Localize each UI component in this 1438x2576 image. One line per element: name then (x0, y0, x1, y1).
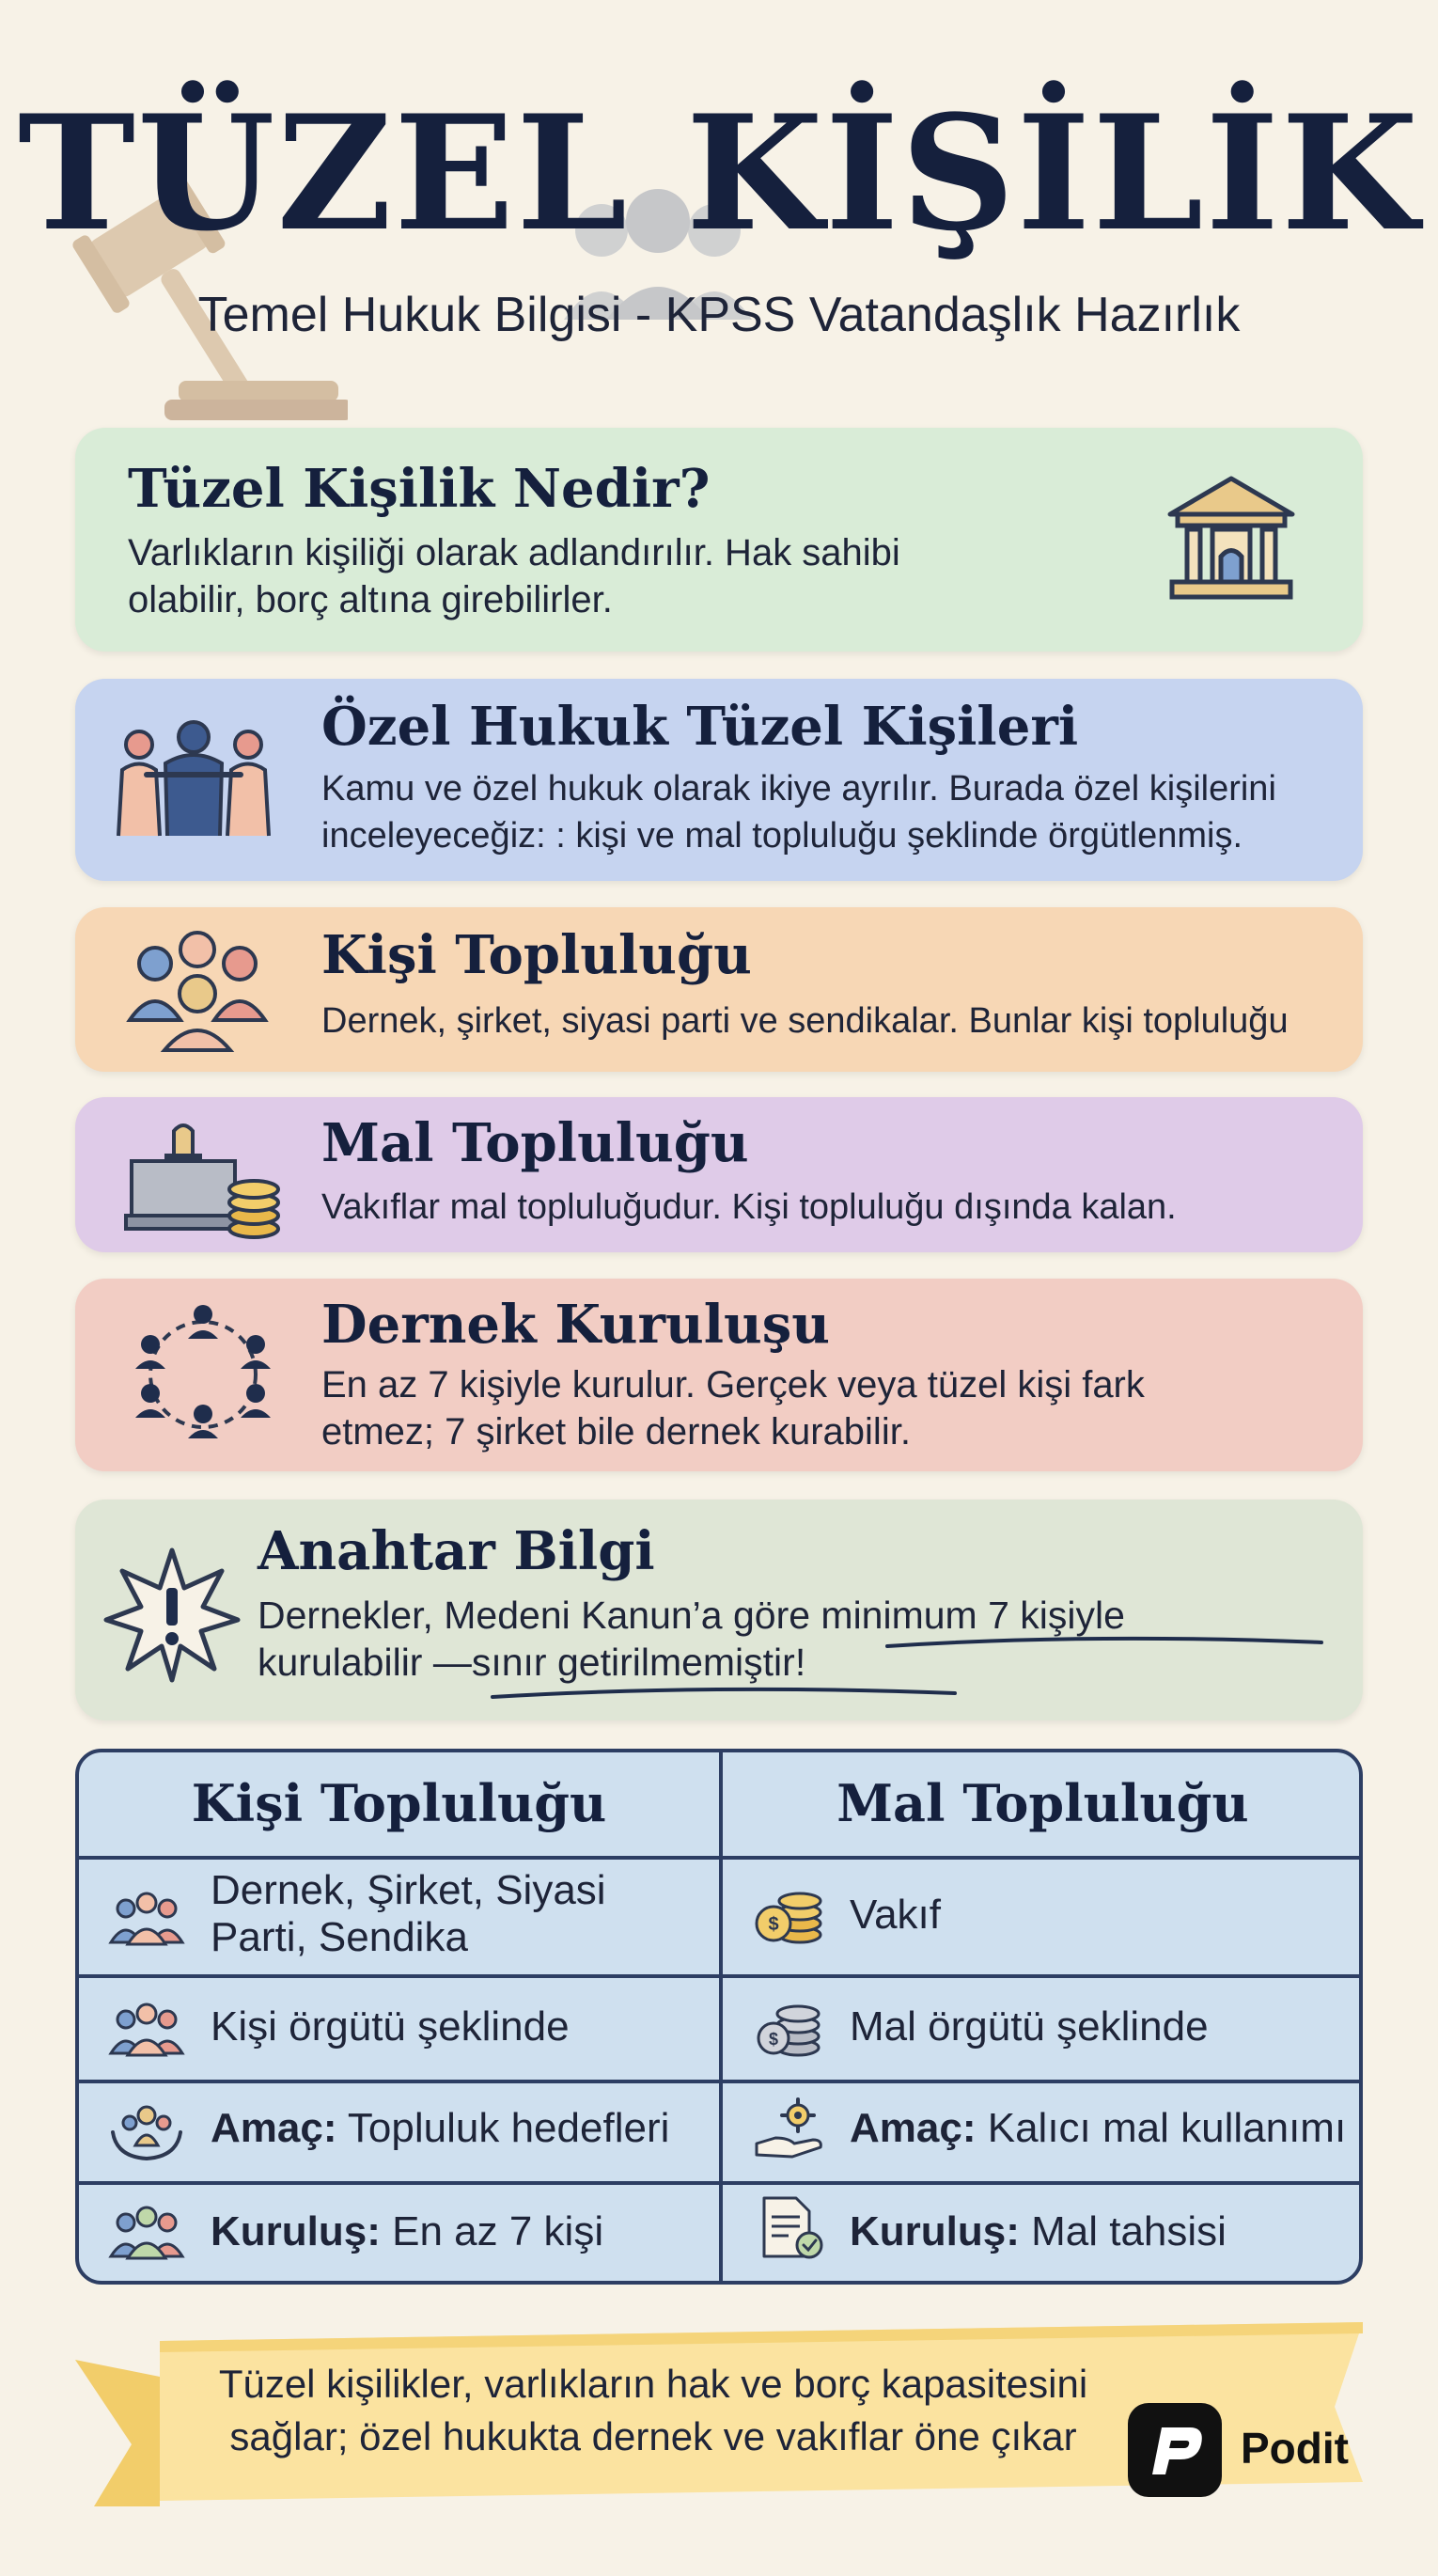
card-title: Dernek Kuruluşu (321, 1294, 830, 1356)
cell-label: Amaç: (211, 2105, 337, 2151)
table-header-property: Mal Topluluğu (836, 1773, 1249, 1833)
cell-text: En az 7 kişi (380, 2208, 604, 2254)
cell-label: Kuruluş: (211, 2208, 381, 2254)
coins-icon (751, 1882, 830, 1948)
card-text (321, 1184, 1177, 1231)
page-title: TÜZEL KİŞİLİK (17, 80, 1421, 266)
cell-text: Dernek, Şirket, Siyasi (211, 1867, 606, 1913)
card-text (128, 529, 900, 623)
circle-of-people-icon (128, 1299, 278, 1450)
card-title: Özel Hukuk Tüzel Kişileri (321, 696, 1079, 758)
card-property-community (75, 1097, 1363, 1252)
card-text-line: Kamu ve özel hukuk olarak ikiye ayrılır. Burada özel kişilerini (321, 769, 1276, 809)
people-group-icon (109, 718, 278, 840)
card-title: Mal Topluluğu (321, 1112, 749, 1174)
card-text-line: Dernekler, Medeni Kanun’a göre minimum 7 kişiyle (258, 1594, 1125, 1637)
card-text (321, 1361, 1145, 1455)
table-divider (79, 1974, 1359, 1978)
podit-logo-icon (1128, 2403, 1222, 2497)
cell-label: Amaç: (850, 2105, 977, 2151)
table-cell: Kişi örgütü şeklinde (211, 2003, 570, 2050)
svg-text:$: $ (768, 2030, 779, 2049)
card-association-founding (75, 1279, 1363, 1471)
card-text-line: En az 7 kişiyle kurulur. Gerçek veya tüzel kişi fark (321, 1364, 1145, 1406)
card-text-line: etmez; 7 şirket bile dernek kurabilir. (321, 1411, 911, 1453)
card-title: Tüzel Kişilik Nedir? (128, 458, 711, 520)
table-cell (850, 2105, 1346, 2152)
svg-text:$: $ (768, 1914, 779, 1935)
card-person-community (75, 907, 1363, 1072)
table-divider (79, 1856, 1359, 1860)
card-text-line: inceleyeceğiz: : kişi ve mal topluluğu şeklinde örgütlenmiş. (321, 816, 1243, 856)
card-title: Kişi Topluluğu (321, 924, 752, 986)
card-text-line: Varlıkların kişiliği olarak adlandırılır. Hak sahibi (128, 532, 900, 573)
card-text-line: Dernek, şirket, siyasi parti ve sendikalar. Bunlar kişi topluluğu (321, 1001, 1289, 1041)
document-check-icon (751, 2194, 830, 2260)
people-icon (107, 1995, 186, 2061)
card-private-law (75, 679, 1363, 881)
card-what-is (75, 428, 1363, 652)
summary-line: Tüzel kişilikler, varlıkların hak ve borç kapasitesini (218, 2362, 1088, 2406)
donation-box-coins-icon (122, 1114, 282, 1241)
underline-stroke (489, 1680, 959, 1704)
exclamation-burst-icon (102, 1543, 242, 1684)
cell-label: Kuruluş: (850, 2208, 1020, 2254)
crowd-icon (122, 926, 273, 1053)
table-cell (211, 1867, 606, 1961)
table-cell (850, 2208, 1227, 2255)
table-cell (211, 2208, 603, 2255)
people-icon (107, 1884, 186, 1950)
table-cell (211, 2105, 669, 2152)
cell-text: Topluluk hedefleri (336, 2105, 670, 2151)
page-subtitle: Temel Hukuk Bilgisi - KPSS Vatandaşlık Hazırlık (197, 288, 1241, 342)
table-divider (79, 2080, 1359, 2083)
table-cell: Mal örgütü şeklinde (850, 2003, 1209, 2050)
card-text-line: kurulabilir —sınır getirilmemiştir! (258, 1641, 806, 1684)
table-header-person: Kişi Topluluğu (191, 1773, 607, 1833)
cell-text: Parti, Sendika (211, 1914, 468, 1960)
table-cell: Vakıf (850, 1892, 942, 1938)
underline-stroke (883, 1631, 1325, 1652)
table-divider (79, 2181, 1359, 2185)
brand-name: Podit (1241, 2424, 1349, 2473)
cell-text: Mal tahsisi (1019, 2208, 1227, 2254)
card-key-info (75, 1500, 1363, 1720)
comparison-table (75, 1749, 1363, 2285)
summary-text (113, 2358, 1194, 2463)
bank-building-icon (1161, 467, 1302, 608)
card-text-line: Vakıflar mal topluluğudur. Kişi topluluğu dışında kalan. (321, 1187, 1177, 1227)
card-text (321, 765, 1276, 859)
hand-gear-icon (751, 2097, 830, 2162)
card-text (321, 997, 1289, 1045)
card-text-line: olabilir, borç altına girebilirler. (128, 579, 613, 620)
hands-people-icon (107, 2098, 186, 2164)
people-icon (107, 2198, 186, 2264)
cell-text: Kalıcı mal kullanımı (976, 2105, 1347, 2151)
card-title: Anahtar Bilgi (258, 1520, 655, 1582)
coin-stack-icon (751, 1993, 830, 2059)
summary-line: sağlar; özel hukukta dernek ve vakıflar öne çıkar (229, 2414, 1077, 2458)
